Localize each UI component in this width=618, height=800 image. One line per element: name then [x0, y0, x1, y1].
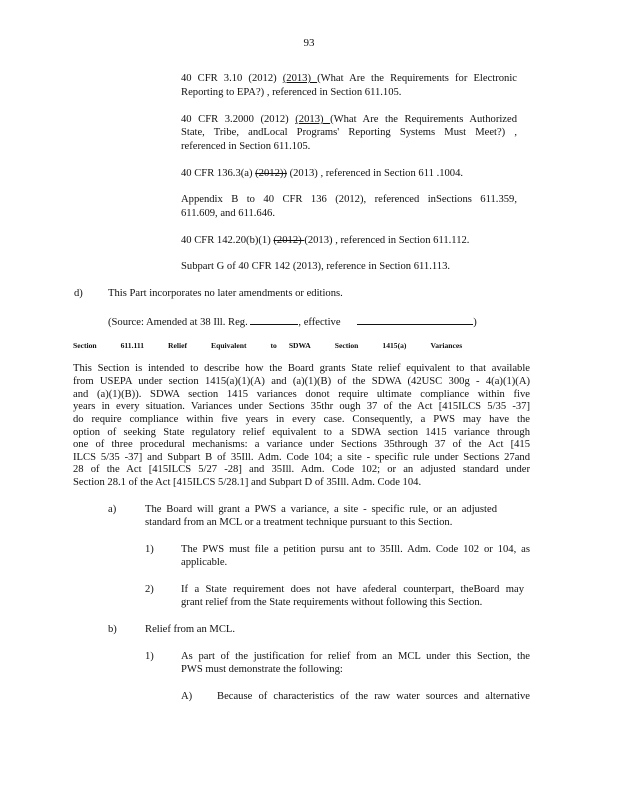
- reference-1-line-2: Reporting to EPA?) , referenced in Section 611.105.: [181, 87, 402, 98]
- reference-3-line-1: 40 CFR 136.3(a) (2012)) (2013) , referenced in Section 611 .1004.: [181, 168, 464, 179]
- item-bA-label: A): [181, 691, 193, 702]
- reference-4-line-1: Appendix B to 40 CFR 136 (2012), referenced inSections 611.359,: [181, 194, 517, 205]
- item-a1-line-2: applicable.: [181, 557, 228, 568]
- intro-line-2: from USEPA under section 1415(a)(1)(A) and (a)(1)(B) of the SDWA (42USC 300g - 4(a)(1)(A): [73, 376, 530, 387]
- item-b1-line-1: As part of the justification for relief from an MCL under this Section, the: [181, 651, 530, 662]
- item-a2-line-2: grant relief from the State requirements without following this Section.: [181, 597, 483, 608]
- item-b-text: Relief from an MCL.: [145, 624, 236, 635]
- item-bA-text: Because of characteristics of the raw water sources and alternative: [217, 691, 530, 702]
- intro-line-1: This Section is intended to describe how the Board grants State relief equivalent to that available: [73, 363, 530, 374]
- intro-line-10: Section 28.1 of the Act [415ILCS 5/28.1] and Subpart D of 35Ill. Adm. Code 104.: [73, 477, 422, 488]
- reference-2-line-2: State, Tribe, andLocal Programs' Reporting Systems Must Meet?) ,: [181, 127, 517, 138]
- reference-2-line-1: 40 CFR 3.2000 (2012) (2013) (What Are the Requirements Authorized: [181, 114, 517, 125]
- heading-word: Section: [334, 341, 359, 350]
- item-a2-line-1: If a State requirement does not have afederal counterpart, theBoard may: [181, 584, 524, 595]
- reference-5-line-1: 40 CFR 142.20(b)(1) (2012) (2013) , referenced in Section 611.112.: [181, 235, 470, 246]
- intro-line-7: one of three procedural mechanisms: a variance under Sections 35through 37 of the Act [415: [73, 439, 530, 450]
- item-b1-label: 1): [145, 651, 154, 662]
- intro-line-8: ILCS 5/35 -37] and Subpart B of 35Ill. Adm. Code 104; a site - specific rule under Sections 27and: [73, 452, 530, 463]
- item-a1-line-1: The PWS must file a petition pursu ant to 35Ill. Adm. Code 102 or 104, as: [181, 544, 530, 555]
- reg-blank: [250, 313, 298, 325]
- intro-line-3: and (a)(1)(B)). SDWA section 1415 variances donot require ultimate compliance within five: [73, 389, 530, 400]
- heading-word: Relief: [168, 341, 188, 350]
- item-a-line-1: The Board will grant a PWS a variance, a site - specific rule, or an adjusted: [145, 504, 497, 515]
- item-a-line-2: standard from an MCL or a treatment technique pursuant to this Section.: [145, 517, 453, 528]
- reference-6-line-1: Subpart G of 40 CFR 142 (2013), reference in Section 611.113.: [181, 261, 451, 272]
- heading-word: 1415(a): [382, 341, 407, 350]
- item-a-label: a): [108, 504, 117, 515]
- intro-line-4: years in every situation. Variances under Sections 35thr ough 37 of the Act [415ILCS 5/35 -37]: [73, 401, 530, 412]
- item-a1-label: 1): [145, 544, 154, 555]
- heading-word: 611.111: [120, 341, 145, 350]
- heading-word: Equivalent: [211, 341, 247, 350]
- heading-word: SDWA: [288, 341, 311, 350]
- reference-1-line-1: 40 CFR 3.10 (2012) (2013) (What Are the Requirements for Electronic: [181, 73, 517, 84]
- item-b1-line-2: PWS must demonstrate the following:: [181, 664, 343, 675]
- intro-line-6: option of seeking State regulatory relief equivalent to a SDWA section 1415 variance through: [73, 427, 530, 438]
- item-d-text: This Part incorporates no later amendments or editions.: [108, 288, 343, 299]
- effective-blank: [357, 313, 473, 325]
- item-d-label: d): [74, 288, 83, 299]
- heading-word: Section: [73, 341, 97, 350]
- page-number: 93: [303, 37, 315, 49]
- source-note: (Source: Amended at 38 Ill. Reg. , effective ): [108, 313, 477, 329]
- heading-word: Variances: [430, 341, 463, 350]
- reference-4-line-2: 611.609, and 611.646.: [181, 208, 275, 219]
- reference-2-line-3: referenced in Section 611.105.: [181, 141, 311, 152]
- heading-word: to: [270, 341, 277, 350]
- item-a2-label: 2): [145, 584, 154, 595]
- intro-line-5: do require compliance within five years in every case. Consequently, a PWS may have the: [73, 414, 530, 425]
- section-heading: [73, 339, 486, 352]
- intro-line-9: 28 of the Act [415ILCS 5/27 -28] and 35Ill. Adm. Code 102; or an adjusted standard under: [73, 464, 530, 475]
- item-b-label: b): [108, 624, 117, 635]
